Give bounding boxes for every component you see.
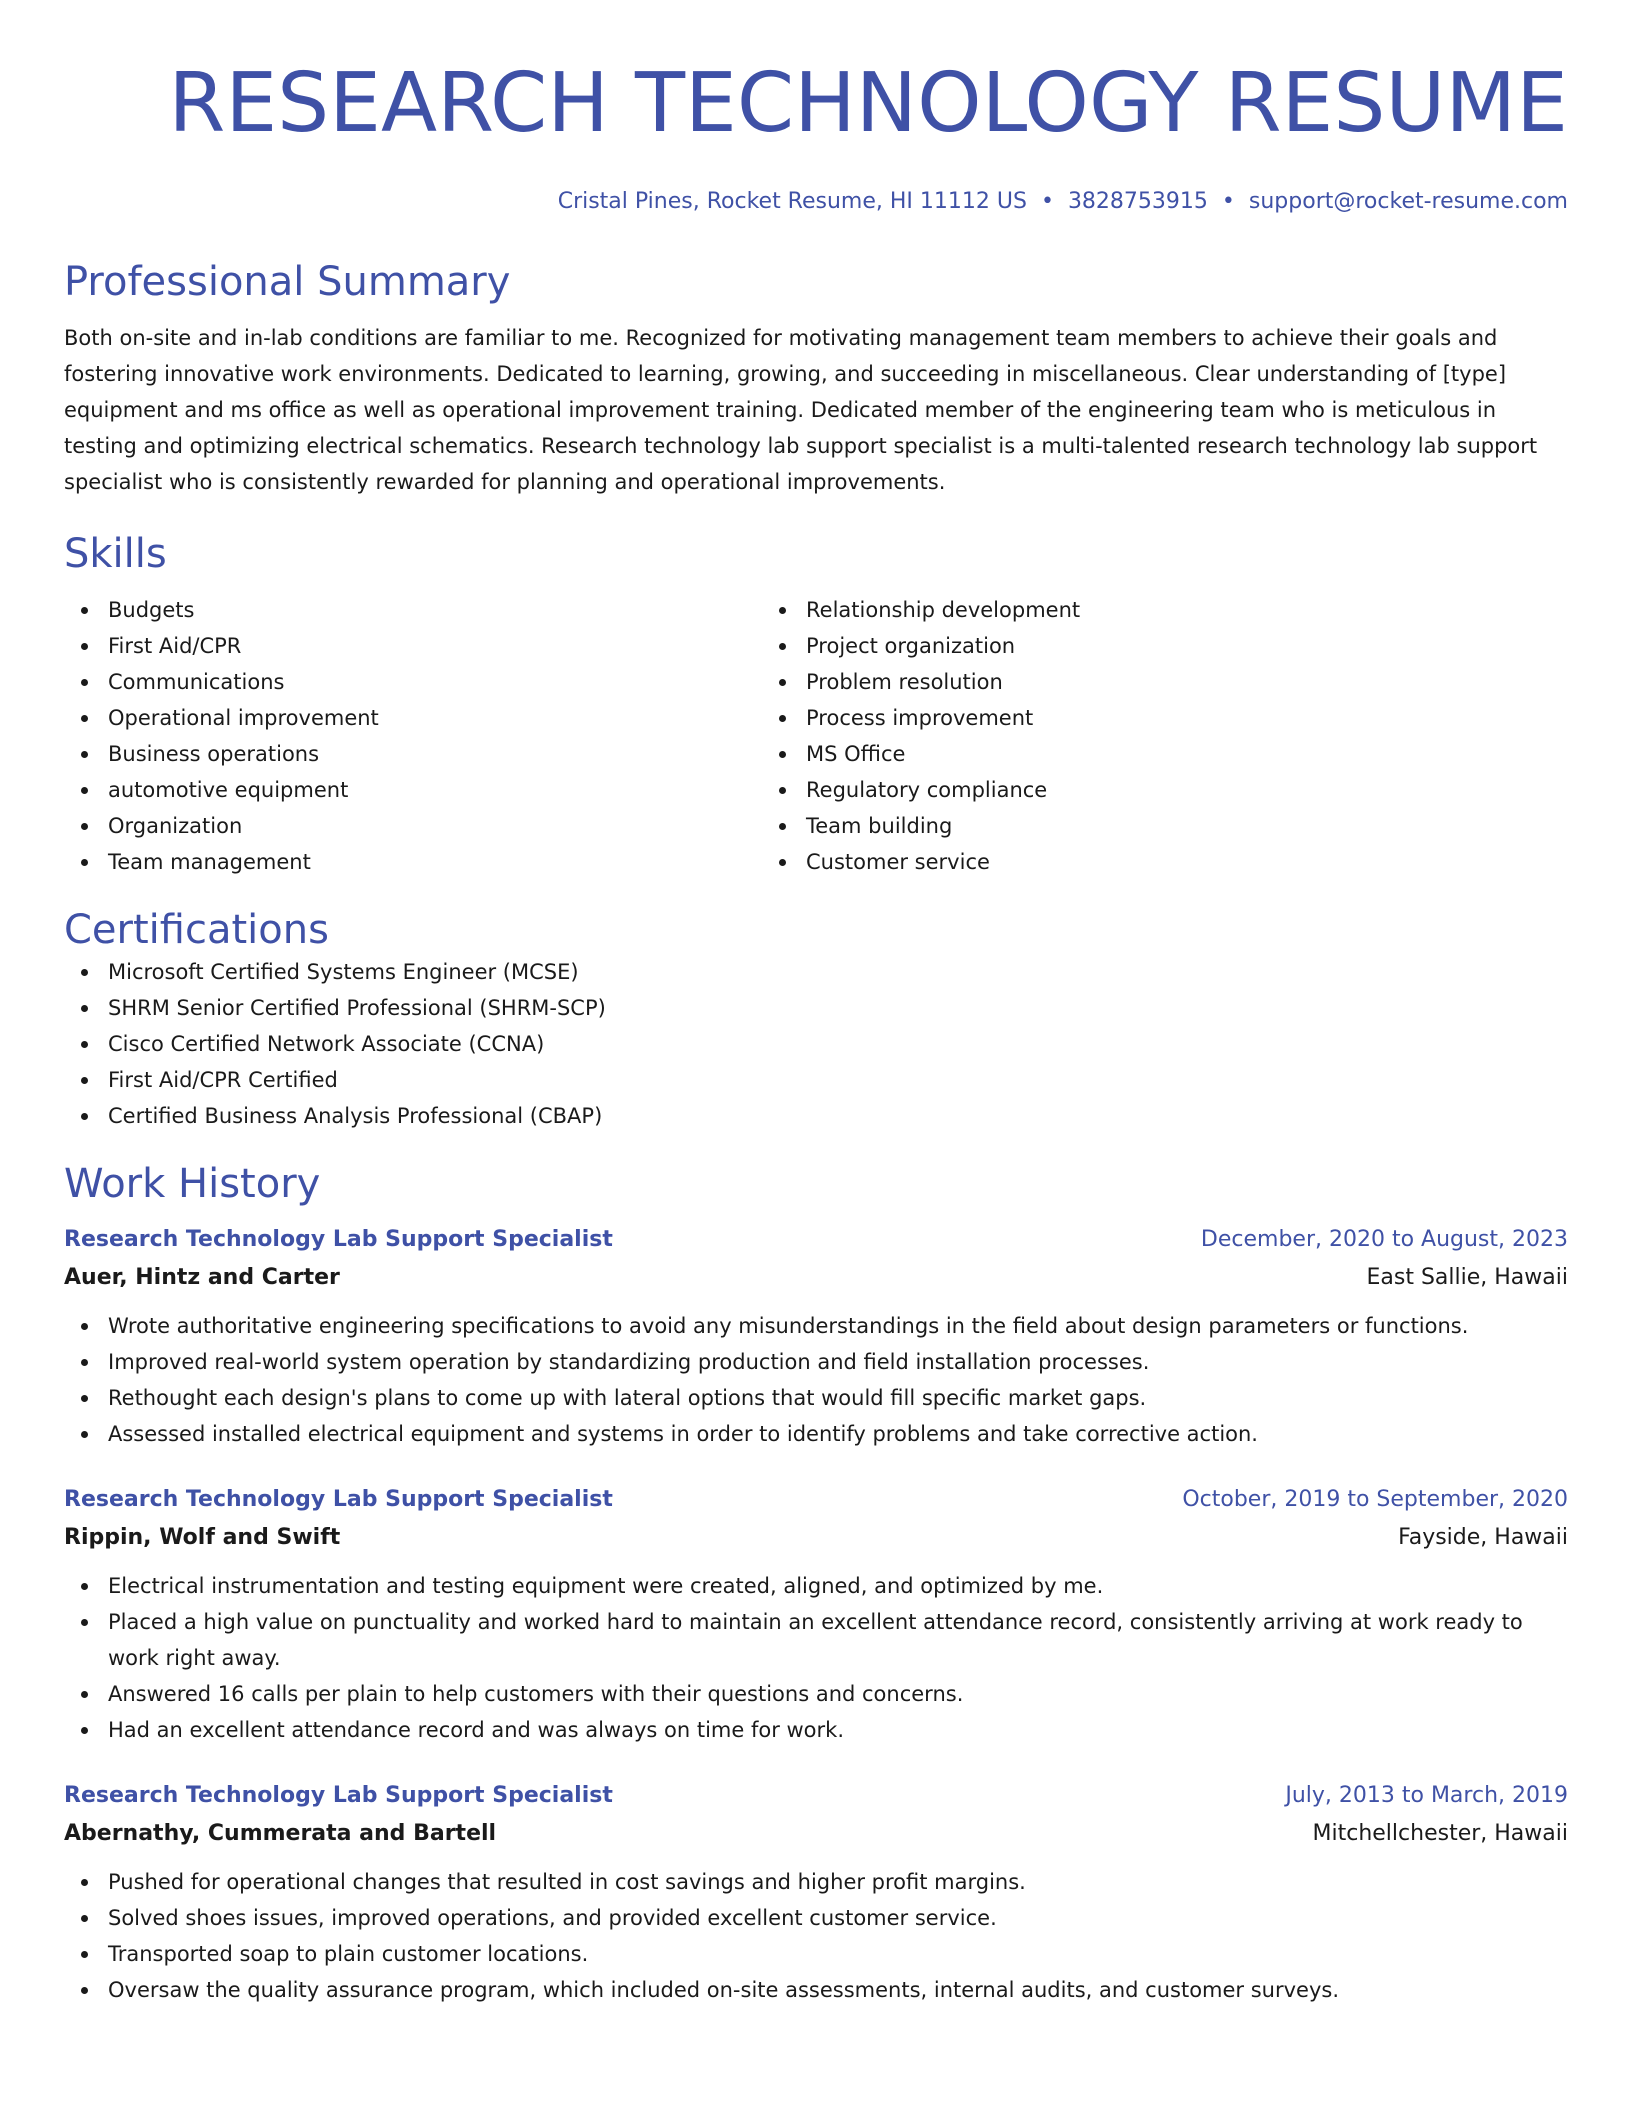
job-company-row bbox=[64, 1814, 1568, 1854]
job-company-row bbox=[64, 1258, 1568, 1298]
certification-item: First Aid/CPR Certified bbox=[108, 1062, 1568, 1098]
job-location: East Sallie, Hawaii bbox=[1366, 1265, 1568, 1290]
job-header-row bbox=[64, 1482, 1568, 1518]
skill-item: Communications bbox=[108, 664, 762, 700]
job-bullet: Answered 16 calls per plain to help customers with their questions and concerns. bbox=[108, 1676, 1568, 1712]
job-company: Auer, Hintz and Carter bbox=[64, 1265, 340, 1290]
job-bullet: Wrote authoritative engineering specifications to avoid any misunderstandings in the field about design parameters or functions. bbox=[108, 1308, 1568, 1344]
job-bullet: Had an excellent attendance record and was always on time for work. bbox=[108, 1712, 1568, 1748]
skill-item: MS Office bbox=[806, 736, 1502, 772]
certification-item: Certified Business Analysis Professional (CBAP) bbox=[108, 1098, 1568, 1134]
job-entry bbox=[64, 1778, 1568, 2008]
certification-item: Cisco Certified Network Associate (CCNA) bbox=[108, 1026, 1568, 1062]
job-location: Fayside, Hawaii bbox=[1398, 1525, 1568, 1550]
job-bullet: Oversaw the quality assurance program, which included on-site assessments, internal audits, and customer surveys. bbox=[108, 1972, 1568, 2008]
skills-heading: Skills bbox=[64, 531, 167, 577]
job-bullets bbox=[64, 1568, 1568, 1748]
certifications-heading: Certifications bbox=[64, 907, 329, 953]
skill-item: Problem resolution bbox=[806, 664, 1502, 700]
skill-item: Project organization bbox=[806, 628, 1502, 664]
job-entry bbox=[64, 1482, 1568, 1748]
resume-name: RESEARCH TECHNOLOGY RESUME bbox=[168, 56, 1568, 151]
skill-item: Customer service bbox=[806, 844, 1502, 880]
skills-column-2 bbox=[762, 592, 1502, 880]
job-bullet: Electrical instrumentation and testing equipment were created, aligned, and optimized by me. bbox=[108, 1568, 1568, 1604]
job-company: Abernathy, Cummerata and Bartell bbox=[64, 1821, 497, 1846]
job-title: Research Technology Lab Support Specialist bbox=[64, 1227, 613, 1252]
skill-item: Team management bbox=[108, 844, 762, 880]
job-dates: December, 2020 to August, 2023 bbox=[1200, 1227, 1568, 1252]
certifications-list bbox=[64, 954, 1568, 1134]
summary-text: Both on-site and in-lab conditions are familiar to me. Recognized for motivating management team members to achieve their goals and fostering innovative work environments. Dedicated to learning, growing, and succeeding in miscellaneous. Clear understanding of [type] equipment and ms office as well as operational improvement training. Dedicated member of the engineering team who is meticulous in testing and optimizing electrical schematics. Research technology lab support specialist is a multi-talented research technology lab support specialist who is consistently rewarded for planning and operational improvements. bbox=[64, 326, 1538, 494]
job-dates: July, 2013 to March, 2019 bbox=[1285, 1783, 1568, 1808]
job-header-row bbox=[64, 1778, 1568, 1814]
skill-item: Team building bbox=[806, 808, 1502, 844]
certification-item: Microsoft Certified Systems Engineer (MCSE) bbox=[108, 954, 1568, 990]
job-company-row bbox=[64, 1518, 1568, 1558]
contact-phone: 3828753915 bbox=[1067, 189, 1208, 214]
contact-line bbox=[64, 188, 1568, 216]
job-bullets bbox=[64, 1308, 1568, 1452]
work-history-heading: Work History bbox=[64, 1161, 321, 1207]
contact-email: support@rocket-resume.com bbox=[1248, 189, 1568, 214]
summary-heading: Professional Summary bbox=[64, 259, 511, 305]
job-header-row bbox=[64, 1222, 1568, 1258]
job-title: Research Technology Lab Support Specialist bbox=[64, 1487, 613, 1512]
job-bullet: Pushed for operational changes that resulted in cost savings and higher profit margins. bbox=[108, 1864, 1568, 1900]
contact-separator: • bbox=[1040, 189, 1054, 214]
job-location: Mitchellchester, Hawaii bbox=[1312, 1821, 1568, 1846]
skill-item: First Aid/CPR bbox=[108, 628, 762, 664]
job-bullet: Solved shoes issues, improved operations, and provided excellent customer service. bbox=[108, 1900, 1568, 1936]
job-bullet: Improved real-world system operation by standardizing production and field installation processes. bbox=[108, 1344, 1568, 1380]
certification-item: SHRM Senior Certified Professional (SHRM-SCP) bbox=[108, 990, 1568, 1026]
contact-address: Cristal Pines, Rocket Resume, HI 11112 US bbox=[557, 189, 1027, 214]
job-bullets bbox=[64, 1864, 1568, 2008]
skill-item: Regulatory compliance bbox=[806, 772, 1502, 808]
skill-item: Relationship development bbox=[806, 592, 1502, 628]
contact-separator: • bbox=[1221, 189, 1235, 214]
job-bullet: Transported soap to plain customer locations. bbox=[108, 1936, 1568, 1972]
job-entry bbox=[64, 1222, 1568, 1452]
skill-item: Business operations bbox=[108, 736, 762, 772]
skills-column-1 bbox=[64, 592, 762, 880]
job-bullet: Rethought each design's plans to come up with lateral options that would fill specific market gaps. bbox=[108, 1380, 1568, 1416]
skills-list bbox=[64, 592, 1568, 880]
job-bullet: Placed a high value on punctuality and worked hard to maintain an excellent attendance record, consistently arriving at work ready to work right away. bbox=[108, 1604, 1568, 1676]
skill-item: Process improvement bbox=[806, 700, 1502, 736]
skill-item: Organization bbox=[108, 808, 762, 844]
skill-item: Operational improvement bbox=[108, 700, 762, 736]
skill-item: Budgets bbox=[108, 592, 762, 628]
skill-item: automotive equipment bbox=[108, 772, 762, 808]
job-company: Rippin, Wolf and Swift bbox=[64, 1525, 341, 1550]
job-title: Research Technology Lab Support Specialist bbox=[64, 1783, 613, 1808]
job-bullet: Assessed installed electrical equipment and systems in order to identify problems and take corrective action. bbox=[108, 1416, 1568, 1452]
job-dates: October, 2019 to September, 2020 bbox=[1182, 1487, 1568, 1512]
